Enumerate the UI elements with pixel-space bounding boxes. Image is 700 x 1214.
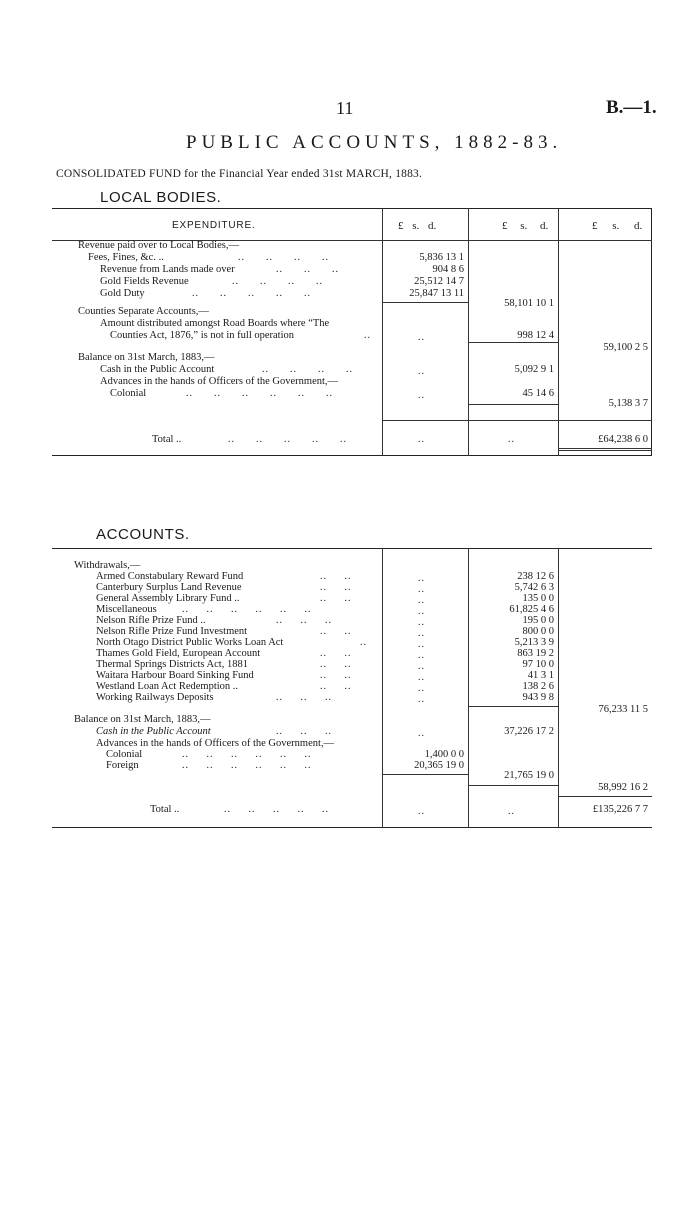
withdrawal-label: Miscellaneous (96, 604, 157, 615)
withdrawal-amount: 97 10 0 (522, 659, 554, 670)
filler-dots: .. (418, 728, 425, 739)
filler-dots: .. (418, 595, 425, 606)
cash-label: Cash in the Public Account (100, 364, 215, 375)
section-code: B.—1. (606, 97, 657, 118)
withdrawal-label: Thames Gold Field, European Account (96, 648, 261, 659)
grand-total: £64,238 6 0 (598, 434, 648, 445)
filler-dots: .. (418, 332, 425, 343)
withdrawal-amount: 61,825 4 6 (509, 604, 554, 615)
withdrawal-label: Armed Constabulary Reward Fund (96, 571, 244, 582)
filler-dots: .. (508, 434, 515, 445)
withdrawal-amount: 5,213 3 9 (514, 637, 554, 648)
column-header-amount-1: £ s. d. (398, 220, 437, 232)
colonial-label: Colonial (110, 388, 147, 399)
revenue-item-amount: 25,512 14 7 (414, 276, 464, 287)
balance-heading: Balance on 31st March, 1883,— (78, 352, 215, 363)
leader-dots: .. .. .. (276, 692, 332, 703)
leader-dots: .. .. (320, 582, 352, 593)
cash-amount: 5,092 9 1 (514, 364, 554, 375)
column-header-amount-3: £ s. d. (592, 220, 643, 232)
filler-dots: .. (418, 606, 425, 617)
leader-dots: .. .. .. .. (232, 276, 323, 287)
filler-dots: .. (418, 694, 425, 705)
section-heading-local-bodies: LOCAL BODIES. (100, 189, 222, 206)
withdrawal-label: General Assembly Library Fund .. (96, 593, 240, 604)
withdrawals-total: 76,233 11 5 (598, 704, 648, 715)
foreign-label: Foreign (106, 760, 139, 771)
advances-total: 21,765 19 0 (504, 770, 554, 781)
leader-dots: .. .. .. .. .. .. (182, 749, 312, 760)
filler-dots: .. (418, 434, 425, 445)
withdrawal-label: North Otago District Public Works Loan Act (96, 637, 284, 648)
accounts-table (52, 548, 652, 828)
grand-total: £135,226 7 7 (592, 804, 648, 815)
counties-amount: 998 12 4 (517, 330, 554, 341)
total-label: Total .. (152, 434, 182, 445)
revenue-item-amount: 5,836 13 1 (419, 252, 464, 263)
balance-total: 58,992 16 2 (598, 782, 648, 793)
cash-label: Cash in the Public Account (96, 726, 211, 737)
colonial-label: Colonial (106, 749, 143, 760)
leader-dots: .. .. .. .. .. (228, 434, 347, 445)
withdrawal-amount: 800 0 0 (522, 626, 554, 637)
revenue-heading: Revenue paid over to Local Bodies,— (78, 240, 239, 251)
section-heading-accounts: ACCOUNTS. (96, 526, 190, 543)
leader-dots: .. .. .. .. .. (224, 804, 329, 815)
withdrawal-amount: 863 19 2 (517, 648, 554, 659)
column-header-amount-2: £ s. d. (502, 220, 549, 232)
filler-dots: .. (418, 573, 425, 584)
filler-dots: .. (418, 584, 425, 595)
filler-dots: .. (418, 639, 425, 650)
leader-dots: .. .. (320, 670, 352, 681)
revenue-total: 58,101 10 1 (504, 298, 554, 309)
cash-amount: 37,226 17 2 (504, 726, 554, 737)
withdrawal-amount: 135 0 0 (522, 593, 554, 604)
withdrawal-amount: 943 9 8 (522, 692, 554, 703)
page-number: 11 (336, 98, 354, 118)
withdrawal-amount: 138 2 6 (522, 681, 554, 692)
withdrawal-amount: 195 0 0 (522, 615, 554, 626)
withdrawal-label: Nelson Rifle Prize Fund .. (96, 615, 206, 626)
leader-dots: .. (364, 330, 371, 341)
leader-dots: .. .. .. (276, 264, 339, 275)
leader-dots: .. .. (320, 681, 352, 692)
leader-dots: .. .. .. .. .. .. (186, 388, 333, 399)
leader-dots: .. .. .. .. .. (192, 288, 311, 299)
withdrawal-label: Canterbury Surplus Land Revenue (96, 582, 242, 593)
revenue-item-amount: 904 8 6 (432, 264, 464, 275)
filler-dots: .. (418, 650, 425, 661)
counties-heading: Counties Separate Accounts,— (78, 306, 209, 317)
revenue-item-label: Fees, Fines, &c. .. (88, 252, 164, 263)
withdrawal-label: Nelson Rifle Prize Fund Investment (96, 626, 248, 637)
page-subtitle: CONSOLIDATED FUND for the Financial Year ended 31st MARCH, 1883. (56, 168, 423, 180)
revenue-item-label: Revenue from Lands made over (100, 264, 235, 275)
colonial-amount: 1,400 0 0 (424, 749, 464, 760)
withdrawal-label: Working Railways Deposits (96, 692, 214, 703)
foreign-amount: 20,365 19 0 (414, 760, 464, 771)
local-bodies-table (52, 208, 652, 456)
filler-dots: .. (418, 390, 425, 401)
withdrawal-label: Waitara Harbour Board Sinking Fund (96, 670, 254, 681)
leader-dots: .. .. (320, 648, 352, 659)
balance-heading: Balance on 31st March, 1883,— (74, 714, 211, 725)
leader-dots: .. .. (320, 571, 352, 582)
withdrawal-amount: 41 3 1 (527, 670, 554, 681)
withdrawal-label: Westland Loan Act Redemption .. (96, 681, 239, 692)
leader-dots: .. .. .. .. .. .. (182, 760, 312, 771)
revenue-item-amount: 25,847 13 11 (409, 288, 464, 299)
counties-description-line: Counties Act, 1876,” is not in full operation (110, 330, 295, 341)
leader-dots: .. .. .. (276, 615, 332, 626)
leader-dots: .. .. (320, 659, 352, 670)
filler-dots: .. (418, 661, 425, 672)
total-label: Total .. (150, 804, 180, 815)
page-title: PUBLIC ACCOUNTS, 1882-83. (186, 132, 563, 153)
advances-label: Advances in the hands of Officers of the Government,— (96, 738, 335, 749)
filler-dots: .. (418, 617, 425, 628)
leader-dots: .. .. (320, 593, 352, 604)
revenue-item-label: Gold Fields Revenue (100, 276, 189, 287)
column-header-expenditure: EXPENDITURE. (172, 220, 256, 231)
counties-description-line: Amount distributed amongst Road Boards where “The (100, 318, 330, 329)
filler-dots: .. (508, 806, 515, 817)
leader-dots: .. .. .. .. (238, 252, 329, 263)
filler-dots: .. (418, 628, 425, 639)
filler-dots: .. (418, 683, 425, 694)
balance-total: 5,138 3 7 (608, 398, 648, 409)
withdrawal-amount: 5,742 6 3 (514, 582, 554, 593)
local-bodies-subtotal: 59,100 2 5 (603, 342, 648, 353)
filler-dots: .. (418, 366, 425, 377)
withdrawals-heading: Withdrawals,— (74, 560, 141, 571)
withdrawal-amount: 238 12 6 (517, 571, 554, 582)
filler-dots: .. (418, 672, 425, 683)
leader-dots: .. .. .. (276, 726, 332, 737)
advances-label: Advances in the hands of Officers of the Government,— (100, 376, 339, 387)
withdrawal-label: Thermal Springs Districts Act, 1881 (96, 659, 248, 670)
revenue-item-label: Gold Duty (100, 288, 145, 299)
leader-dots: .. .. .. .. (262, 364, 353, 375)
filler-dots: .. (418, 806, 425, 817)
leader-dots: .. .. (320, 626, 352, 637)
colonial-amount: 45 14 6 (522, 388, 554, 399)
leader-dots: .. (360, 637, 367, 648)
leader-dots: .. .. .. .. .. .. (182, 604, 312, 615)
